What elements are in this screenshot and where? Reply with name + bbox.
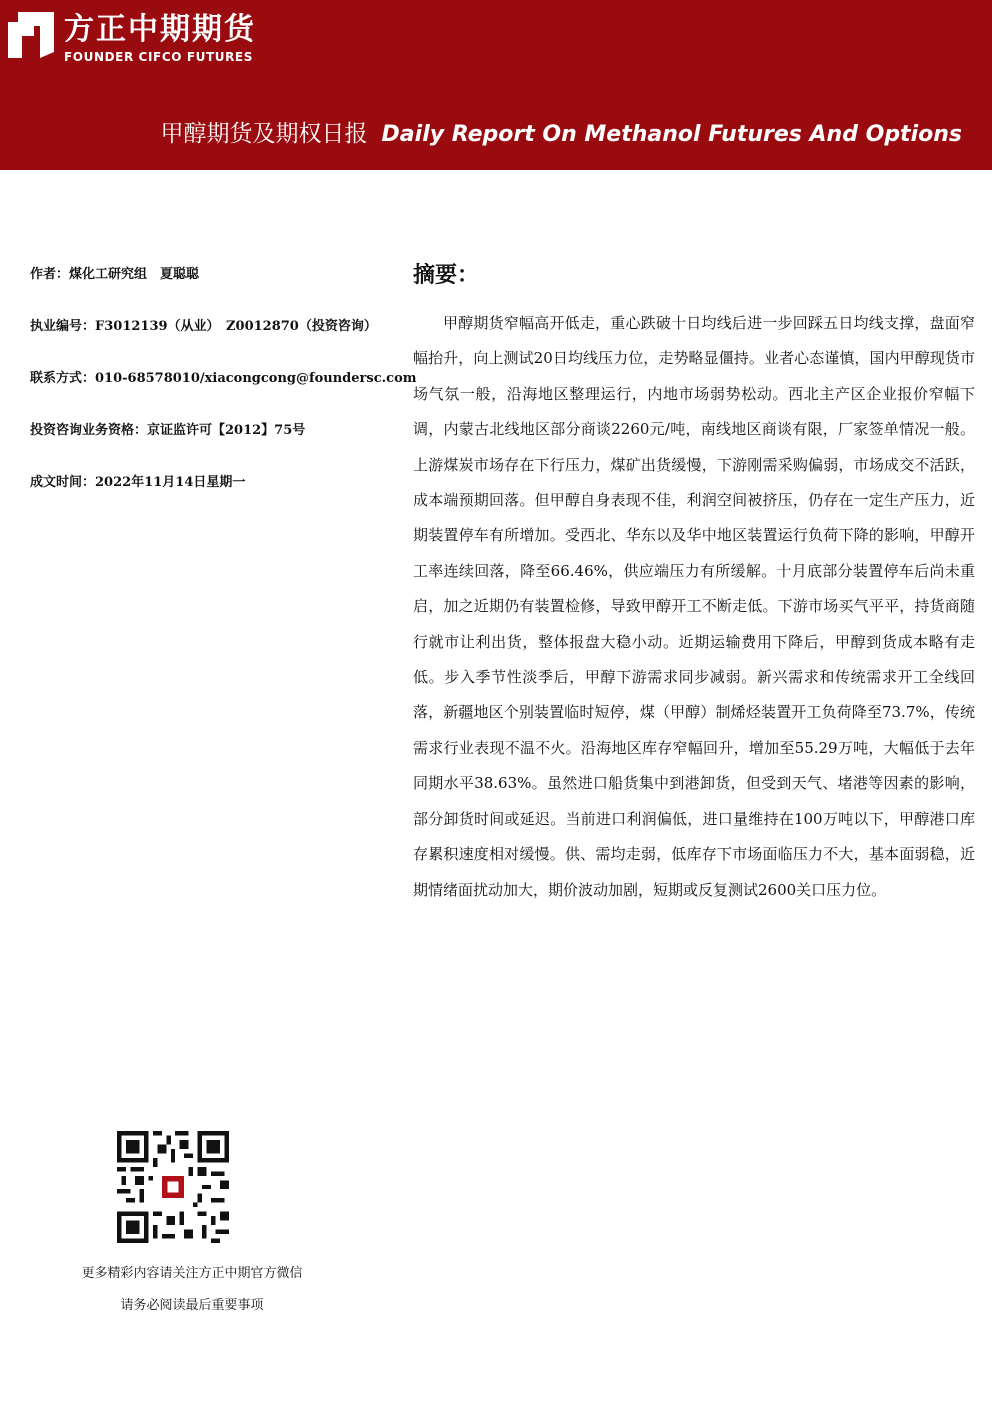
report-title-en: Daily Report On Methanol Futures And Options: [381, 122, 962, 147]
qualification: 投资咨询业务资格：京证监许可【2012】75号: [30, 423, 306, 438]
report-header: [0, 0, 992, 170]
report-title: [161, 118, 962, 151]
author-line: 作者：煤化工研究组 夏聪聪: [30, 267, 200, 282]
important-notice-text: 请务必阅读最后重要事项: [120, 1298, 264, 1313]
author-info: [30, 262, 417, 522]
contact-info: 联系方式：010-68578010/xiacongcong@foundersc.com: [30, 371, 417, 386]
wechat-qr-code-icon: [117, 1131, 229, 1243]
brand-name-cn: 方正中期期货: [64, 12, 256, 47]
follow-wechat-text: 更多精彩内容请关注方正中期官方微信: [81, 1266, 303, 1281]
report-date: 成文时间：2022年11月14日星期一: [30, 475, 246, 490]
license-number: 执业编号：F3012139（从业） Z0012870（投资咨询）: [30, 319, 377, 334]
founder-logo-icon: [6, 10, 56, 60]
summary-body: 甲醇期货窄幅高开低走，重心跌破十日均线后进一步回踩五日均线支撑，盘面窄幅抬升，向上测试20日均线压力位，走势略显僵持。业者心态谨慎，国内甲醇现货市场气氛一般，沿海地区整理运行，内地市场弱势松动。西北主产区企业报价窄幅下调，内蒙古北线地区部分商谈2260元/吨，南线地区商谈有限，厂家签单情况一般。上游煤炭市场存在下行压力，煤矿出货缓慢，下游刚需采购偏弱，市场成交不活跃，成本端预期回落。但甲醇自身表现不佳，利润空间被挤压，仍存在一定生产压力，近期装置停车有所增加。受西北、华东以及华中地区装置运行负荷下降的影响，甲醇开工率连续回落，降至66.46%，供应端压力有所缓解。十月底部分装置停车后尚未重启，加之近期仍有装置检修，导致甲醇开工不断走低。下游市场买气平平，持货商随行就市让利出货，整体报盘大稳小动。近期运输费用下降后，甲醇到货成本略有走低。步入季节性淡季后，甲醇下游需求同步减弱。新兴需求和传统需求开工全线回落，新疆地区个别装置临时短停，煤（甲醇）制烯烃装置开工负荷降至73.7%，传统需求行业表现不温不火。沿海地区库存窄幅回升，增加至55.29万吨，大幅低于去年同期水平38.63%。虽然进口船货集中到港卸货，但受到天气、堵港等因素的影响，部分卸货时间或延迟。当前进口利润偏低，进口量维持在100万吨以下，甲醇港口库存累积速度相对缓慢。供、需均走弱，低库存下市场面临压力不大，基本面弱稳，近期情绪面扰动加大，期价波动加剧，短期或反复测试2600关口压力位。: [413, 314, 975, 899]
summary-heading: 摘要：: [413, 263, 480, 288]
brand-name-en: FOUNDER CIFCO FUTURES: [64, 50, 253, 64]
report-title-cn: 甲醇期货及期权日报: [160, 121, 368, 147]
